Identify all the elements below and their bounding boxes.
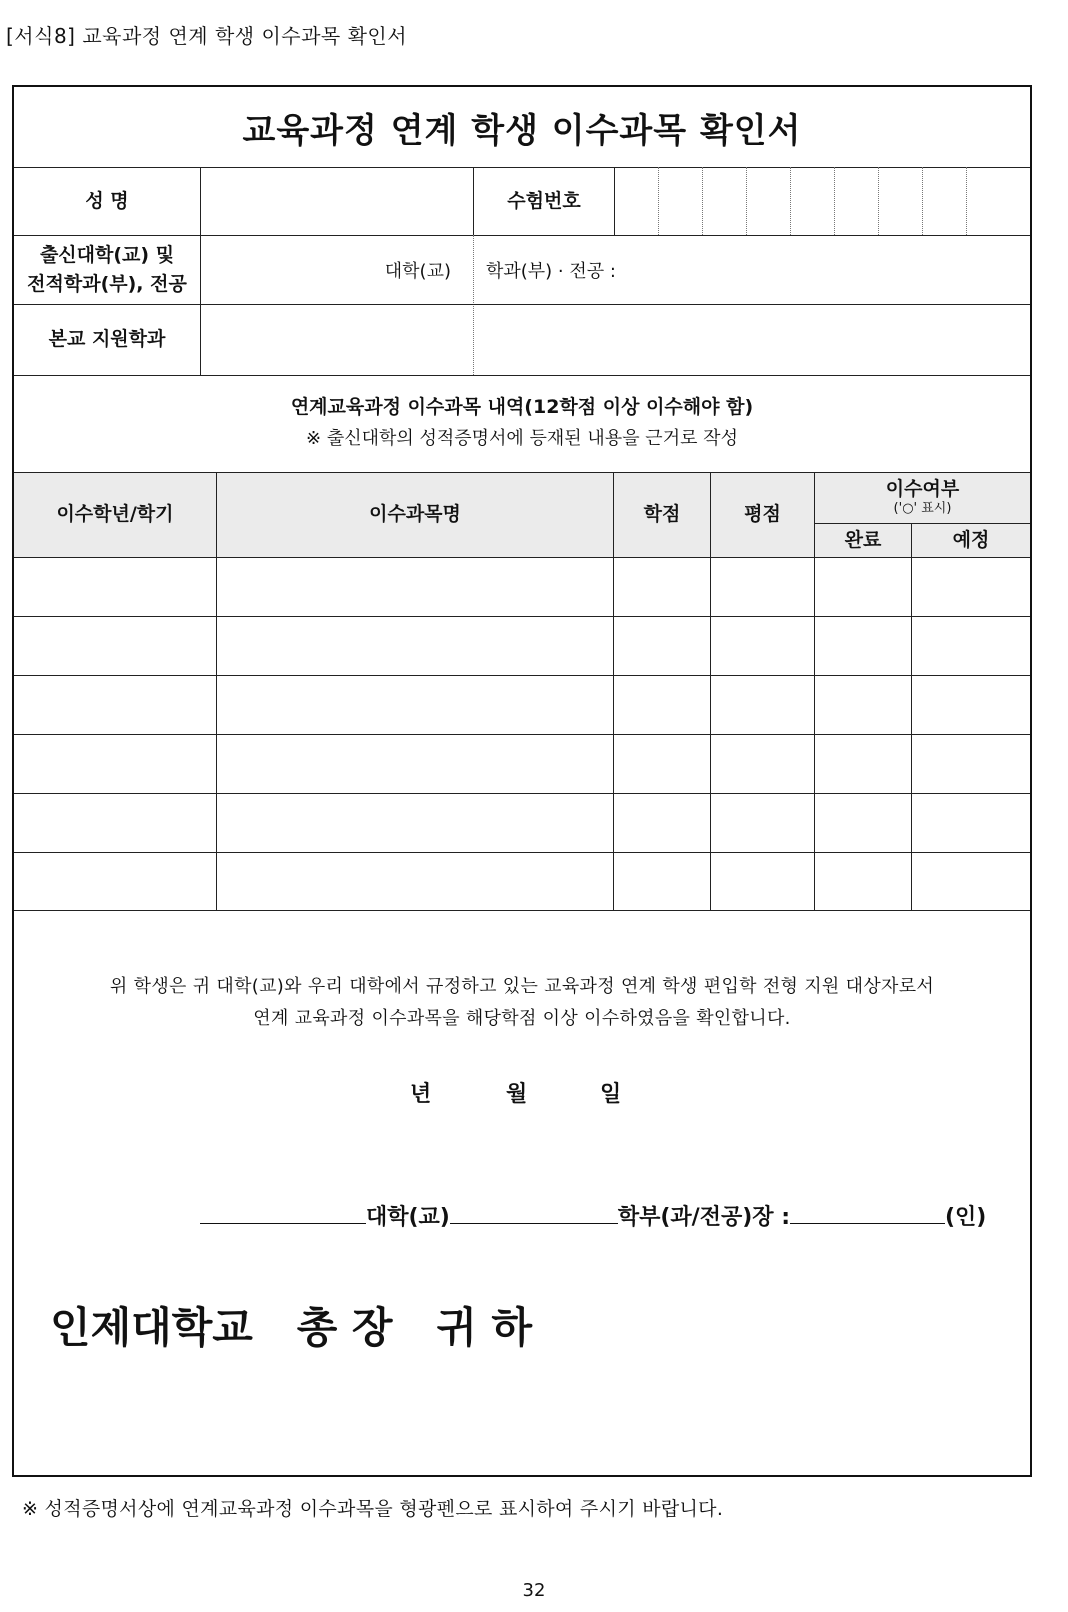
signature-line [200,1199,1000,1231]
declaration-line2: 연계 교육과정 이수과목을 해당학점 이상 이수하였음을 확인합니다. [253,1008,791,1029]
form-number-label: [서식8] 교육과정 연계 학생 이수과목 확인서 [6,24,408,48]
table-row[interactable] [14,676,1030,734]
header-credits: 학점 [643,503,681,526]
seal-label: (인) [945,1205,987,1230]
origin-university-field[interactable] [201,236,473,304]
origin-department-field[interactable] [474,236,1030,304]
table-row[interactable] [14,853,1030,910]
footnote: ※ 성적증명서상에 연계교육과정 이수과목을 형광펜으로 표시하여 주시기 바랍니다. [22,1498,724,1520]
table-row[interactable] [14,735,1030,793]
origin-label-line1: 출신대학(교) 및 [39,243,175,266]
page-number: 32 [522,1580,546,1601]
section-heading-title: 연계교육과정 이수과목 내역(12학점 이상 이수해야 함) [290,396,754,419]
table-row[interactable] [14,794,1030,852]
header-year-semester: 이수학년/학기 [56,503,174,526]
section-heading-note: ※ 출신대학의 성적증명서에 등재된 내용을 근거로 작성 [306,427,738,449]
exam-number-label: 수험번호 [507,189,581,212]
applied-department-label: 본교 지원학과 [48,328,166,351]
header-completed: 완료 [844,528,882,551]
signature-university-label: 대학(교) [366,1205,450,1230]
date-day: 일 [600,1082,622,1107]
confirmation-form [12,85,1032,1477]
university-suffix: 대학(교) [384,261,451,282]
name-field[interactable] [201,168,473,235]
table-row[interactable] [14,617,1030,675]
date-month: 월 [506,1082,528,1107]
department-prefix: 학과(부) · 전공 : [486,261,616,282]
origin-university-label [14,236,200,304]
university-blank[interactable] [200,1199,366,1224]
date-year: 년 [410,1082,432,1107]
header-course-name: 이수과목명 [369,503,461,526]
header-grade: 평점 [744,503,781,526]
header-completion-sub: ('○' 표시) [893,501,952,517]
form-title: 교육과정 연계 학생 이수과목 확인서 [242,110,802,151]
declaration [14,971,1030,1035]
section-heading [14,376,1030,472]
header-completion [815,473,1030,523]
header-completion-title: 이수여부 [885,478,960,501]
exam-number-field[interactable] [615,168,967,235]
signature-dept-head-label: 학부(과/전공)장 : [617,1205,790,1230]
header-planned: 예정 [952,528,990,551]
declaration-line1: 위 학생은 귀 대학(교)와 우리 대학에서 규정하고 있는 교육과정 연계 학생 편입학 전형 지원 대상자로서 [109,976,935,997]
applied-department-field-right[interactable] [474,305,1030,375]
table-row[interactable] [14,558,1030,616]
department-blank[interactable] [450,1199,618,1224]
dept-head-name-blank[interactable] [790,1199,945,1224]
name-label: 성 명 [85,189,129,212]
addressee: 인제대학교 총 장 귀 하 [50,1303,533,1352]
applied-department-field-left[interactable] [201,305,473,375]
origin-label-line2: 전적학과(부), 전공 [27,273,187,295]
